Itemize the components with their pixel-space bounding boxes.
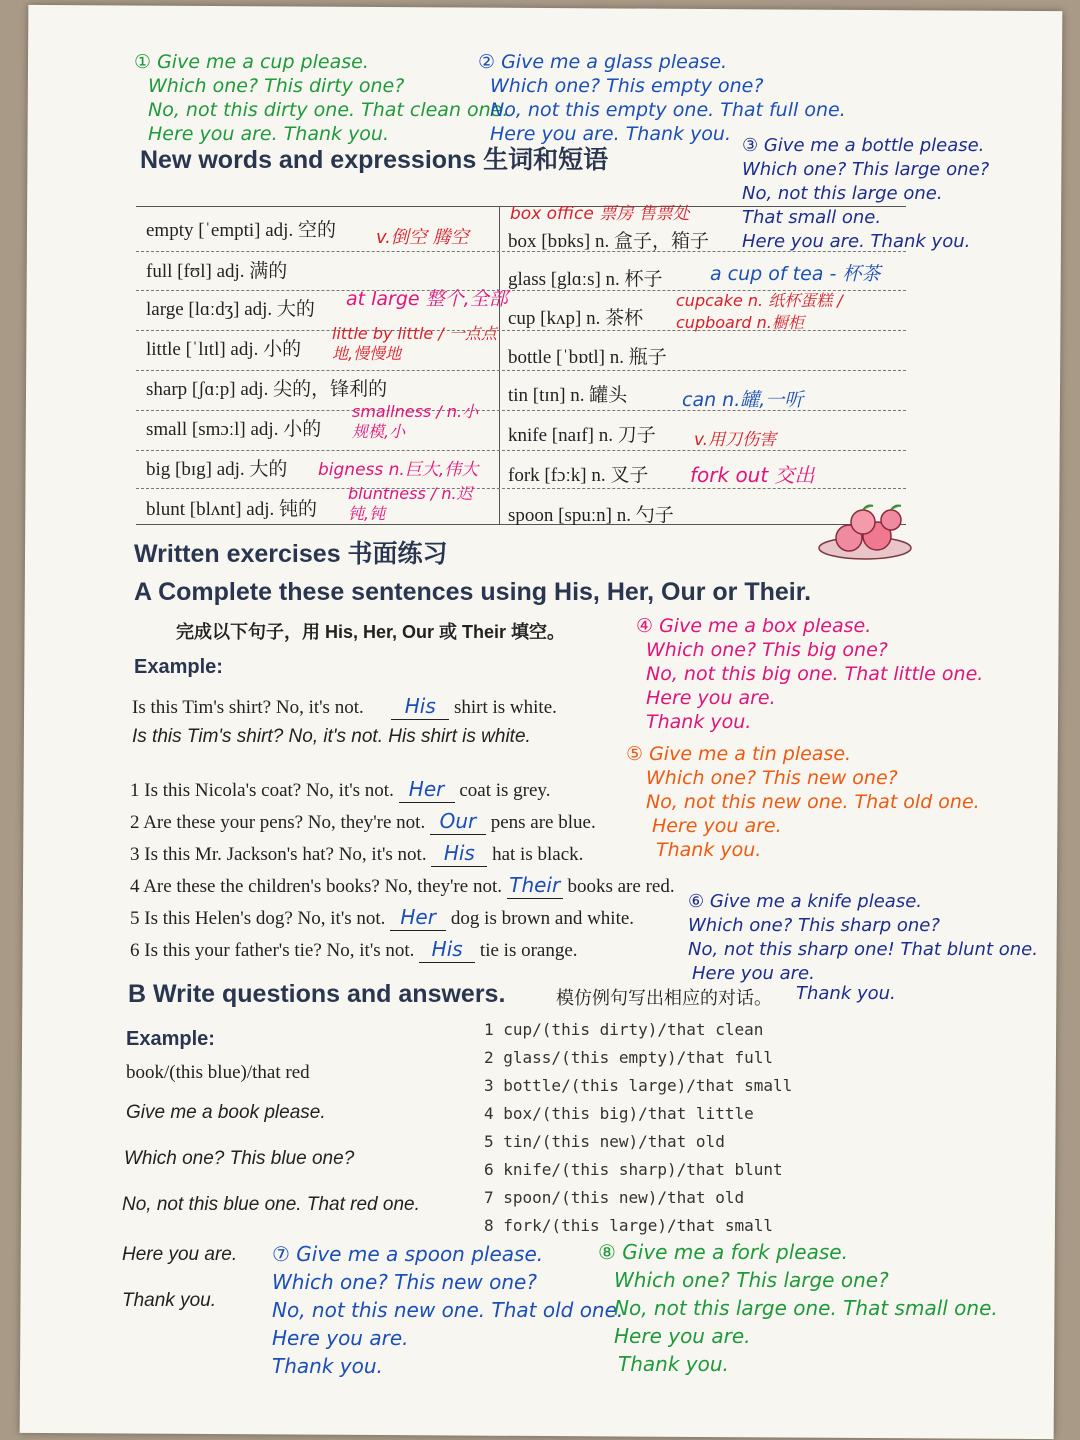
vocab-note: can n.罐,一听 [682,389,804,411]
dialogue-7 [272,1240,623,1380]
vocab-entry: cup [kʌp] n. 茶杯 [508,308,644,329]
b-example-label: Example: [126,1028,215,1050]
dialogue-line: Which one? This new one? [272,1270,537,1294]
table-divider [499,206,500,524]
vocab-note: a cup of tea - 杯茶 [710,263,881,285]
dialogue-line: Which one? This dirty one? [148,75,405,97]
vocab-entry: bottle [ˈbɒtl] n. 瓶子 [508,347,667,368]
dialogue-4 [636,614,983,734]
dialogue-line: ⑧ Give me a fork please. [598,1240,848,1264]
vocab-entry: fork [fɔːk] n. 叉子 [508,465,649,486]
dialogue-line: Thank you. [656,839,762,861]
dialogue-line: Which one? This large one? [614,1268,889,1292]
vocab-note: bluntness / n.迟钝,钝 [348,484,473,523]
dialogue-5 [626,742,980,862]
dialogue-line: ③ Give me a bottle please. [742,135,985,156]
dialogue-line: Here you are. Thank you. [490,123,732,145]
vocab-entry: large [lɑːdʒ] adj. 大的 [146,299,315,320]
dialogue-line: No, not this sharp one! That blunt one. [688,939,1038,960]
vocab-title: New words and expressions 生词和短语 [140,146,609,174]
dialogue-8 [598,1238,998,1378]
b-example-line: Here you are. [122,1244,238,1265]
vocab-note: little by little / 一点点地,慢慢地 [332,324,497,363]
dialogue-line: ④ Give me a box please. [636,615,872,637]
dialogue-line: Thank you. [796,983,896,1004]
vocab-entry: tin [tɪn] n. 罐头 [508,385,628,406]
dialogue-line: No, not this new one. That old one. [272,1298,624,1322]
dialogue-line: Which one? This big one? [646,639,888,661]
dialogue-line: No, not this new one. That old one. [646,791,980,813]
vocab-entry: sharp [ʃɑːp] adj. 尖的，锋利的 [146,379,388,400]
vocab-note: v.用刀伤害 [694,430,777,450]
vocab-entry: little [ˈlɪtl] adj. 小的 [146,339,302,360]
vocab-entry: big [bɪg] adj. 大的 [146,459,288,480]
b-item: 8 fork/(this large)/that small [484,1216,773,1235]
vocab-entry: glass [glɑːs] n. 杯子 [508,269,663,290]
exercise-item-5: 5 Is this Helen's dog? No, it's not. Her dog is brown and white. [130,905,635,929]
vocab-note: cupcake n. 纸杯蛋糕 / cupboard n.橱柜 [676,291,843,332]
dialogue-line: ⑦ Give me a spoon please. [272,1242,544,1266]
vocab-note: bigness n.巨大,伟大 [318,460,479,480]
b-item: 5 tin/(this new)/that old [484,1132,725,1151]
vocab-note: fork out 交出 [690,463,815,487]
vocab-entry: full [fʊl] adj. 满的 [146,261,288,282]
dialogue-line: No, not this big one. That little one. [646,663,984,685]
dialogue-line: Which one? This large one? [742,159,990,180]
b-item: 4 box/(this big)/that little [484,1104,754,1123]
dialogue-line: Which one? This new one? [646,767,898,789]
dialogue-line: ⑤ Give me a tin please. [626,743,852,765]
dialogue-line: Thank you. [272,1354,383,1378]
exercise-item-1: 1 Is this Nicola's coat? No, it's not. Her coat is grey. [130,777,551,801]
dialogue-line: That small one. [742,207,882,228]
example-line: Is this Tim's shirt? No, it's not. His shirt is white. [132,726,531,747]
vocab-entry: spoon [spuːn] n. 勺子 [508,505,674,526]
dialogue-2 [478,50,846,146]
b-example-line: Thank you. [122,1290,216,1311]
dialogue-line: Which one? This sharp one? [688,915,940,936]
exercise-item-2: 2 Are these your pens? No, they're not. Our pens are blue. [130,809,596,833]
dialogue-line: No, not this dirty one. That clean one. [148,99,509,121]
apple-sticker-icon [815,500,915,562]
section-b-title: B Write questions and answers. [128,980,506,1008]
dialogue-line: No, not this large one. That small one. [614,1296,998,1320]
dialogue-line: Here you are. Thank you. [148,123,390,145]
dialogue-3 [742,134,989,254]
example-answer: His [404,694,436,718]
dialogue-line: Here you are. Thank you. [742,231,971,252]
written-title: Written exercises 书面练习 [134,540,448,568]
dialogue-line: Here you are. [646,687,776,709]
dialogue-line: ① Give me a cup please. [134,51,369,73]
dialogue-line: Thank you. [646,711,752,733]
section-b-instruction: 模仿例句写出相应的对话。 [556,988,772,1008]
b-item: 7 spoon/(this new)/that old [484,1188,745,1207]
b-example-prompt: book/(this blue)/that red [126,1062,310,1083]
dialogue-line: ⑥ Give me a knife please. [688,891,923,912]
example-question: Is this Tim's shirt? No, it's not. His shirt is white. [132,694,557,718]
dialogue-line: Here you are. [652,815,782,837]
dialogue-line: Here you are. [692,963,815,984]
dialogue-line: No, not this empty one. That full one. [490,99,846,121]
b-example-line: Give me a book please. [126,1102,326,1123]
b-item: 3 bottle/(this large)/that small [484,1076,793,1095]
b-example-line: Which one? This blue one? [124,1148,355,1169]
vocab-entry: empty [ˈempti] adj. 空的 [146,220,336,241]
dialogue-line: No, not this large one. [742,183,943,204]
example-label: Example: [134,656,223,678]
vocab-note: at large 整个,全部 [346,288,508,310]
exercise-item-6: 6 Is this your father's tie? No, it's not. His tie is orange. [130,937,578,961]
b-item: 2 glass/(this empty)/that full [484,1048,773,1067]
dialogue-line: Thank you. [618,1352,729,1376]
exercise-item-4: 4 Are these the children's books? No, they're not. Their books are red. [130,873,675,897]
vocab-note: box office 票房 售票处 [510,204,690,224]
vocab-entry: box [bɒks] n. 盒子，箱子 [508,231,709,252]
dialogue-line: ② Give me a glass please. [478,51,728,73]
vocab-entry: knife [naɪf] n. 刀子 [508,425,656,446]
exercise-item-3: 3 Is this Mr. Jackson's hat? No, it's not. His hat is black. [130,841,584,865]
b-item: 1 cup/(this dirty)/that clean [484,1020,764,1039]
dialogue-line: Here you are. [272,1326,409,1350]
b-item: 6 knife/(this sharp)/that blunt [484,1160,783,1179]
section-a-title: A Complete these sentences using His, Her, Our or Their. [134,578,812,606]
dialogue-line: Here you are. [614,1324,751,1348]
vocab-note: smallness / n.小规模,小 [352,402,479,441]
dialogue-line: Which one? This empty one? [490,75,764,97]
section-a-instruction: 完成以下句子，用 His, Her, Our 或 Their 填空。 [176,622,566,642]
vocab-entry: blunt [blʌnt] adj. 钝的 [146,499,317,520]
vocab-entry: small [smɔːl] adj. 小的 [146,419,322,440]
dialogue-6 [688,890,1038,986]
b-example-line: No, not this blue one. That red one. [122,1194,420,1215]
vocab-note: v.倒空 腾空 [376,227,469,248]
dialogue-1 [134,50,508,146]
